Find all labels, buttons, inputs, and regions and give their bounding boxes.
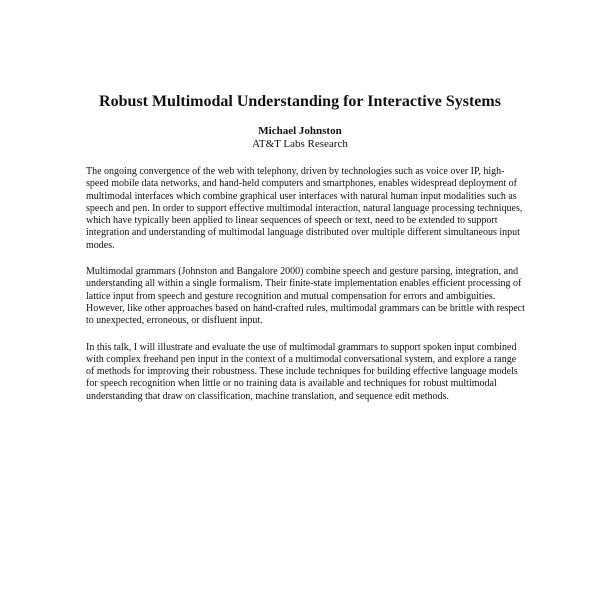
author-affiliation: AT&T Labs Research — [252, 138, 348, 150]
author-name: Michael Johnston — [258, 125, 342, 137]
paragraph: Multimodal grammars (Johnston and Bangalore 2000) combine speech and gesture parsing, integration, and understanding all within a single formalism. Their finite-state implementation enables efficient processing of lattice input from speech and gesture recognition and mutual compensation for errors and ambiguities. However, like other approaches based on hand-crafted rules, multimodal grammars can be brittle with respect to unexpected, erroneous, or disfluent input. — [86, 266, 525, 327]
paper-title: Robust Multimodal Understanding for Interactive Systems — [99, 93, 501, 110]
paragraph: The ongoing convergence of the web with telephony, driven by technologies such as voice over IP, high-speed mobile data networks, and hand-held computers and smartphones, enables widespread deployment of multimodal interfaces which combine graphical user interfaces with natural human input modalities such as speech and pen. In order to support effective multimodal interaction, natural language processing techniques, which have typically been applied to linear sequences of speech or text, need to be extended to support integration and understanding of multimodal language distributed over multiple different simultaneous input modes. — [86, 166, 523, 251]
abstract-body — [86, 166, 526, 417]
paragraph: In this talk, I will illustrate and evaluate the use of multimodal grammars to support spoken input combined with complex freehand pen input in the context of a multimodal conversational system, and explore a range of methods for improving their robustness. These include techniques for building effective language models for speech recognition when little or no training data is available and techniques for robust multimodal understanding that draw on classification, machine translation, and sequence edit methods. — [86, 341, 518, 402]
